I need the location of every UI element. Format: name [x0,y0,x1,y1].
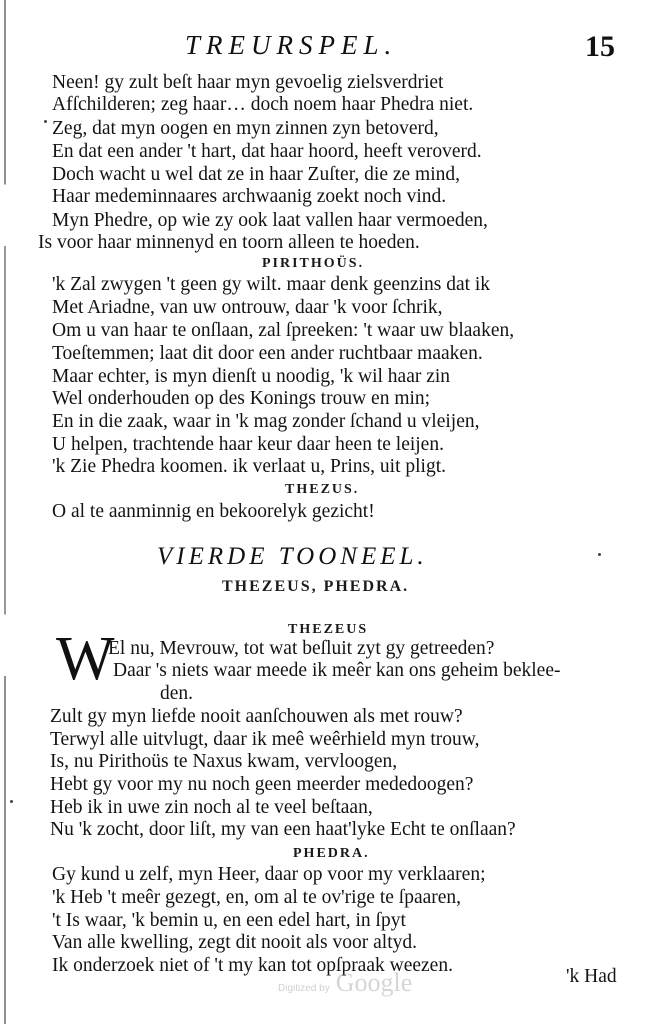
verse-line: 't Is waar, 'k bemin u, en een edel hart, in ſpyt [52,910,406,931]
speaker-name: PHEDRA. [293,846,370,861]
scene-title: VIERDE TOONEEL. [157,543,428,570]
speaker-name: THEZEUS [288,622,369,637]
speck-mark [44,120,47,123]
verse-line: El nu, Mevrouw, tot wat beſluit zyt gy getreeden? [108,638,495,659]
verse-line: Van alle kwelling, zegt dit nooit als voor altyd. [52,932,418,953]
verse-line: Heb ik in uwe zin noch al te veel beſtaan, [50,797,373,818]
verse-line: Maar echter, is myn dienſt u noodig, 'k wil haar zin [52,366,451,387]
verse-line: Wel onderhouden op des Konings trouw en min; [52,388,431,409]
verse-line: Is, nu Pirithoüs te Naxus kwam, vervloogen, [50,751,398,772]
verse-line: den. [160,683,194,704]
page-edge-line [4,0,6,1024]
verse-line: Daar 's niets waar meede ik meêr kan ons geheim beklee- [113,660,561,681]
verse-line: Nu 'k zocht, door liſt, my van een haat'lyke Echt te onſlaan? [50,819,516,840]
scene-persons: THEZEUS, PHEDRA. [222,578,410,595]
verse-line: Toeſtemmen; laat dit door een ander ruchtbaar maaken. [52,343,483,364]
verse-line: Om u van haar te onſlaan, zal ſpreeken: 't waar uw blaaken, [52,320,515,341]
verse-line: Gy kund u zelf, myn Heer, daar op voor my verklaaren; [52,864,486,885]
verse-line: En dat een ander 't hart, dat haar hoord, heeft veroverd. [52,141,482,162]
verse-line: Is voor haar minnenyd en toorn alleen te hoeden. [38,232,420,253]
verse-line: Myn Phedre, op wie zy ook laat vallen haar vermoeden, [52,210,488,231]
speaker-name: THEZUS. [285,482,360,497]
verse-line: 'k Zal zwygen 't geen gy wilt. maar denk geenzins dat ik [52,274,491,295]
catchword: 'k Had [566,966,617,987]
digitized-watermark [278,968,428,1000]
speaker-name: PIRITHOÜS. [262,256,365,271]
watermark-prefix: Digitized by [278,983,330,994]
verse-line: Met Ariadne, van uw ontrouw, daar 'k voor ſchrik, [52,297,443,318]
verse-line: Ik onderzoek niet of 't my kan tot opſpraak weezen. [52,955,453,976]
verse-line: 'k Zie Phedra koomen. ik verlaat u, Prins, uit pligt. [52,456,446,477]
speck-mark [10,800,13,803]
verse-line: Zeg, dat myn oogen en myn zinnen zyn betoverd, [52,118,439,139]
google-logo: Google [335,968,413,997]
verse-line: Afſchilderen; zeg haar… doch noem haar Phedra niet. [52,94,474,115]
verse-line: 'k Heb 't meêr gezegt, en, om al te ov'rige te ſpaaren, [52,887,462,908]
verse-line: O al te aanminnig en bekoorelyk gezicht! [52,501,375,522]
verse-line: Neen! gy zult beſt haar myn gevoelig zielsverdriet [52,72,444,93]
drop-cap: W [56,625,115,693]
verse-line: Zult gy myn liefde nooit aanſchouwen als met rouw? [50,706,463,727]
speck-mark [598,553,601,556]
verse-line: En in die zaak, waar in 'k mag zonder ſchand u vleijen, [52,411,480,432]
page-number: 15 [585,30,615,63]
verse-line: Haar medeminnaares archwaanig zoekt noch vind. [52,186,447,207]
verse-line: Terwyl alle uitvlugt, daar ik meê weêrhield myn trouw, [50,729,480,750]
verse-line: Hebt gy voor my nu noch geen meerder mededoogen? [50,774,474,795]
verse-line: U helpen, trachtende haar keur daar heen te leijen. [52,434,444,455]
running-head: TREURSPEL. [185,30,398,60]
verse-line: Doch wacht u wel dat ze in haar Zuſter, die ze mind, [52,164,461,185]
